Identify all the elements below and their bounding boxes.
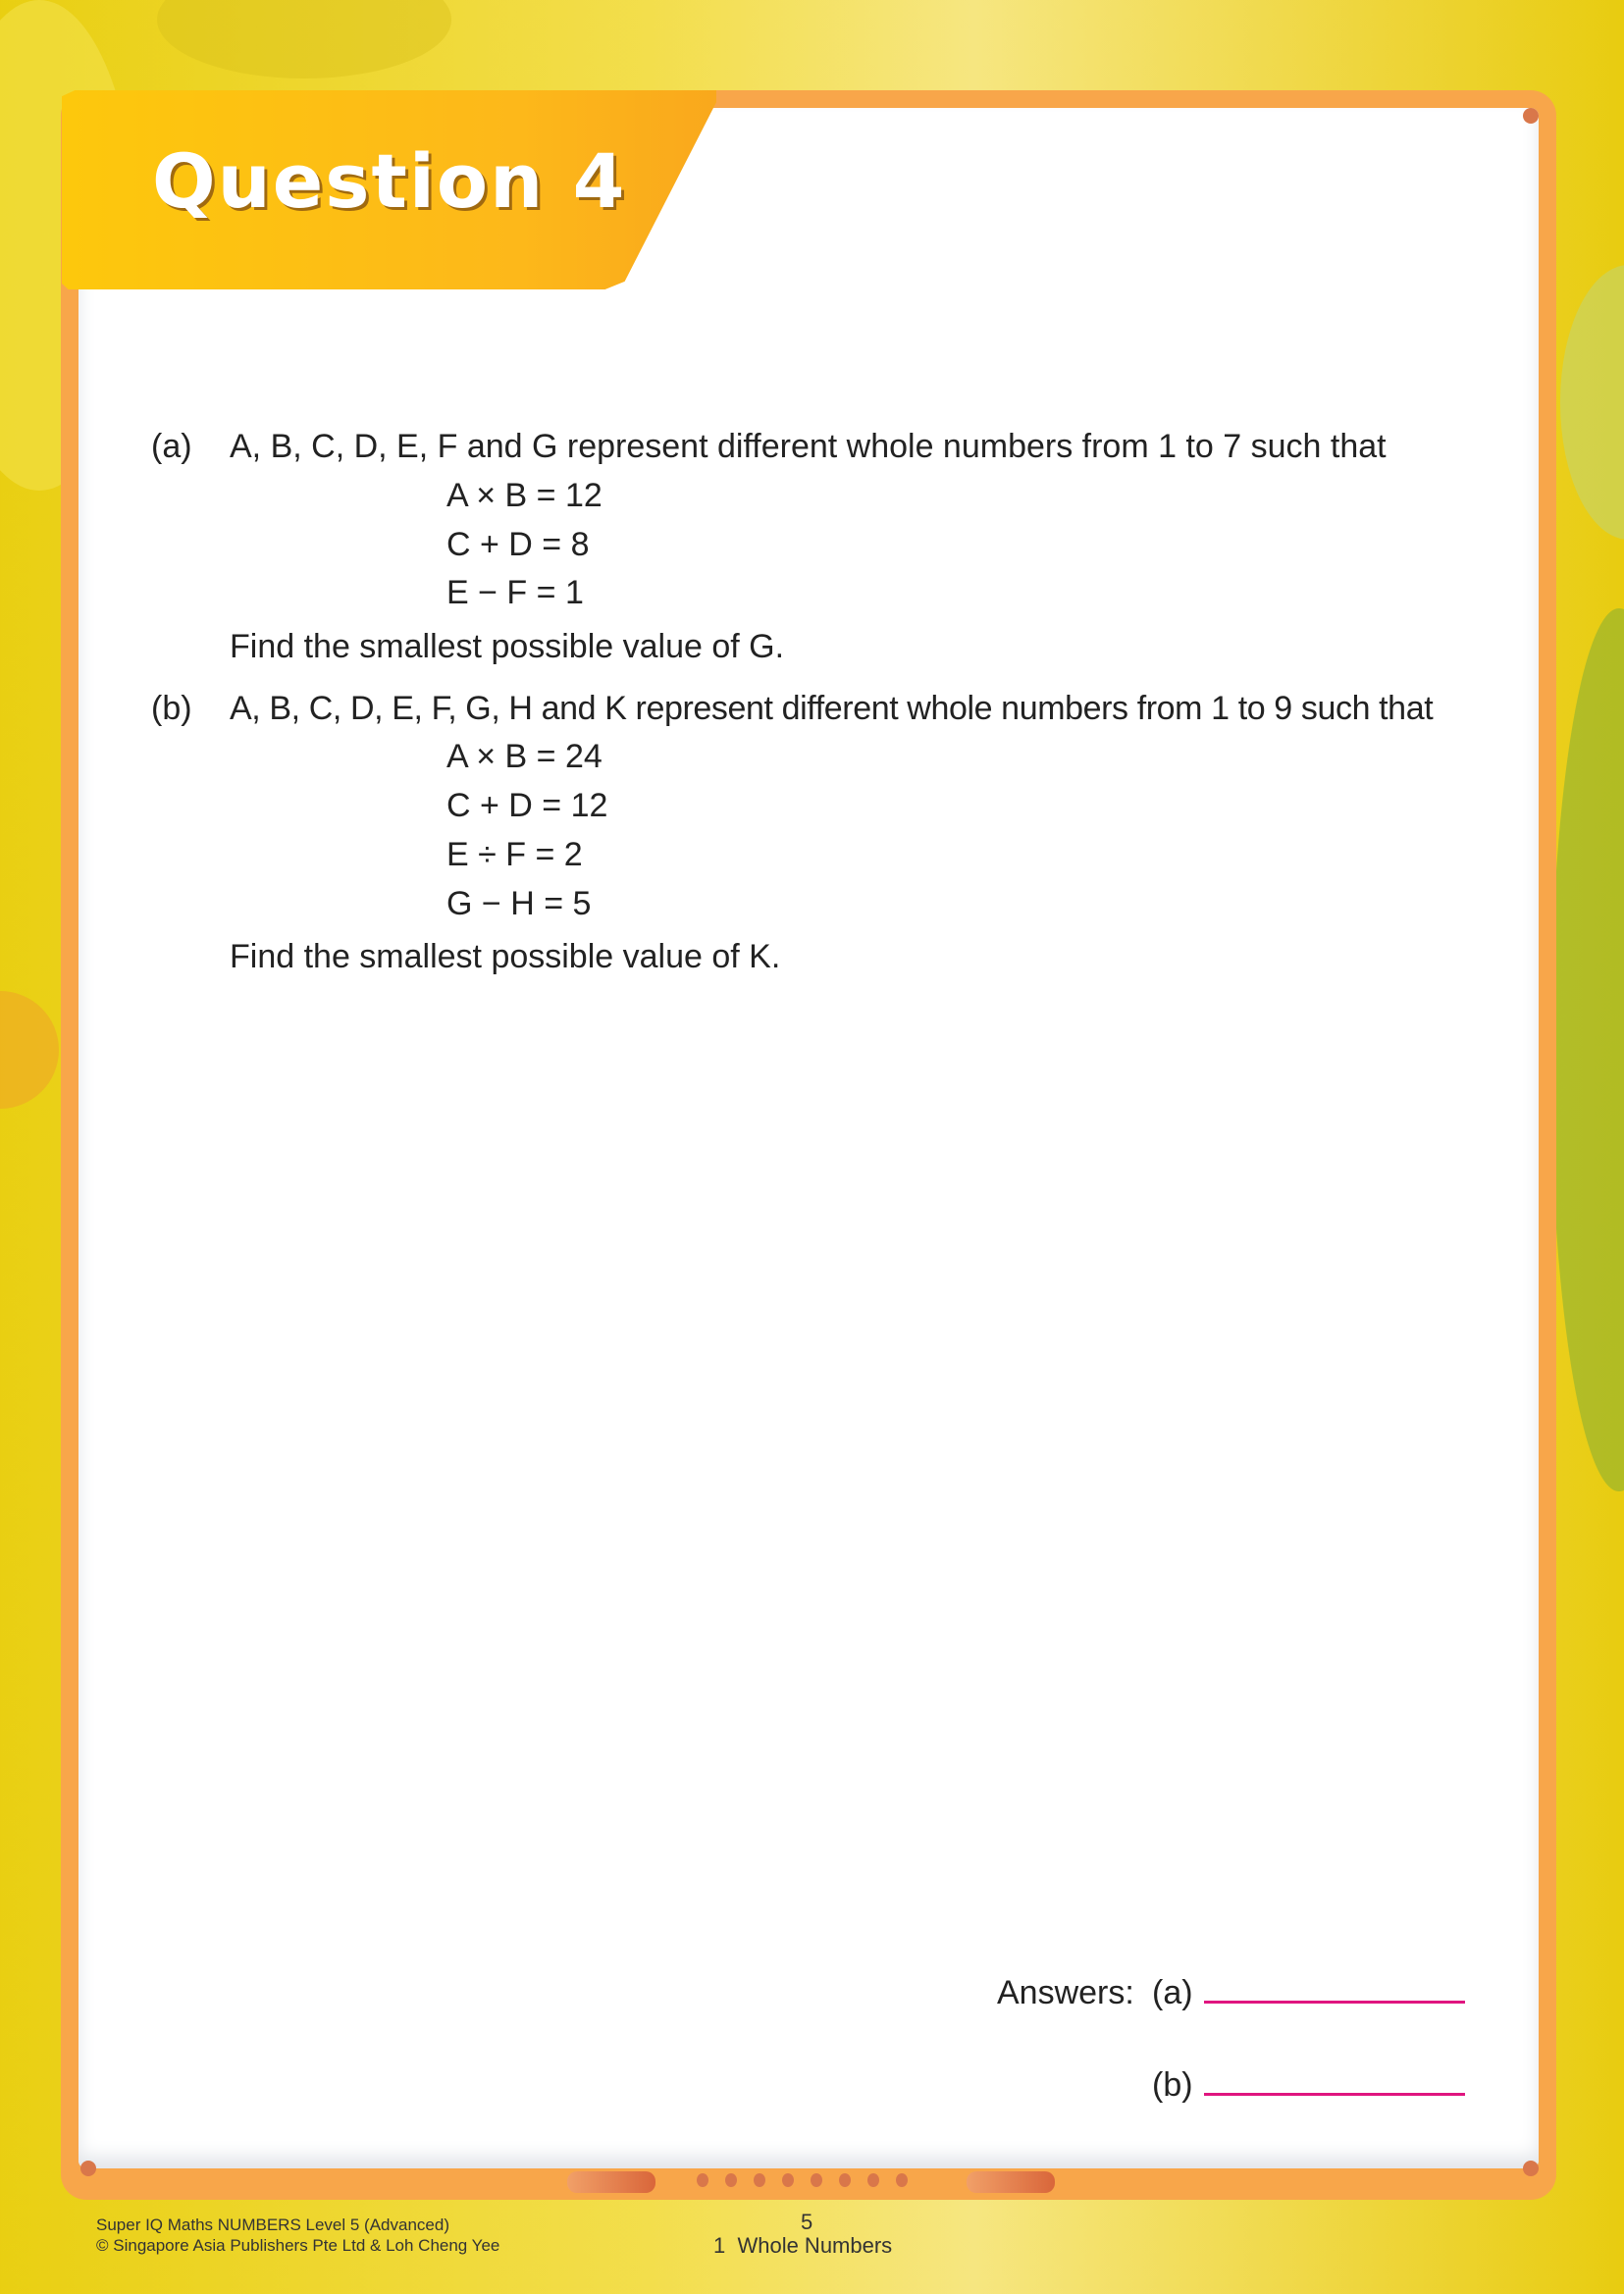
answer-b-field[interactable]	[1204, 2093, 1465, 2096]
answer-a-label: (a)	[1152, 1974, 1193, 2011]
decor-fruit	[157, 0, 451, 78]
answer-a-field[interactable]	[1204, 2001, 1465, 2004]
equation: G − H = 5	[446, 885, 592, 922]
page-number: 5	[801, 2210, 813, 2234]
footer-book-title: Super IQ Maths NUMBERS Level 5 (Advanced)	[96, 2216, 449, 2234]
answers-label: Answers:	[997, 1974, 1134, 2011]
part-intro: A, B, C, D, E, F and G represent different whole numbers from 1 to 7 such that	[230, 428, 1387, 465]
part-label: (a)	[151, 428, 192, 465]
decor-leaf	[1550, 608, 1624, 1491]
decor-fruit	[0, 991, 59, 1109]
frame-dots	[697, 2173, 908, 2187]
equation: C + D = 8	[446, 526, 590, 563]
part-label: (b)	[151, 690, 192, 727]
frame-bar	[967, 2171, 1055, 2193]
footer-copyright: © Singapore Asia Publishers Pte Ltd & Loh Cheng Yee	[96, 2236, 500, 2255]
rivet-icon	[80, 2161, 96, 2176]
equation: A × B = 12	[446, 477, 602, 514]
content-panel	[79, 108, 1539, 2168]
answer-b-label: (b)	[1152, 2066, 1193, 2104]
equation: E − F = 1	[446, 574, 584, 611]
part-prompt: Find the smallest possible value of K.	[230, 938, 781, 975]
page-title: Question 4	[152, 137, 627, 225]
rivet-icon	[1523, 108, 1539, 124]
rivet-icon	[1523, 2161, 1539, 2176]
decor-leaf	[1560, 265, 1624, 540]
part-intro: A, B, C, D, E, F, G, H and K represent different whole numbers from 1 to 9 such that	[230, 690, 1434, 727]
part-prompt: Find the smallest possible value of G.	[230, 628, 785, 665]
frame-bar	[567, 2171, 655, 2193]
chapter-title: 1 Whole Numbers	[713, 2233, 893, 2258]
equation: A × B = 24	[446, 738, 602, 775]
equation: C + D = 12	[446, 787, 608, 824]
equation: E ÷ F = 2	[446, 836, 583, 873]
